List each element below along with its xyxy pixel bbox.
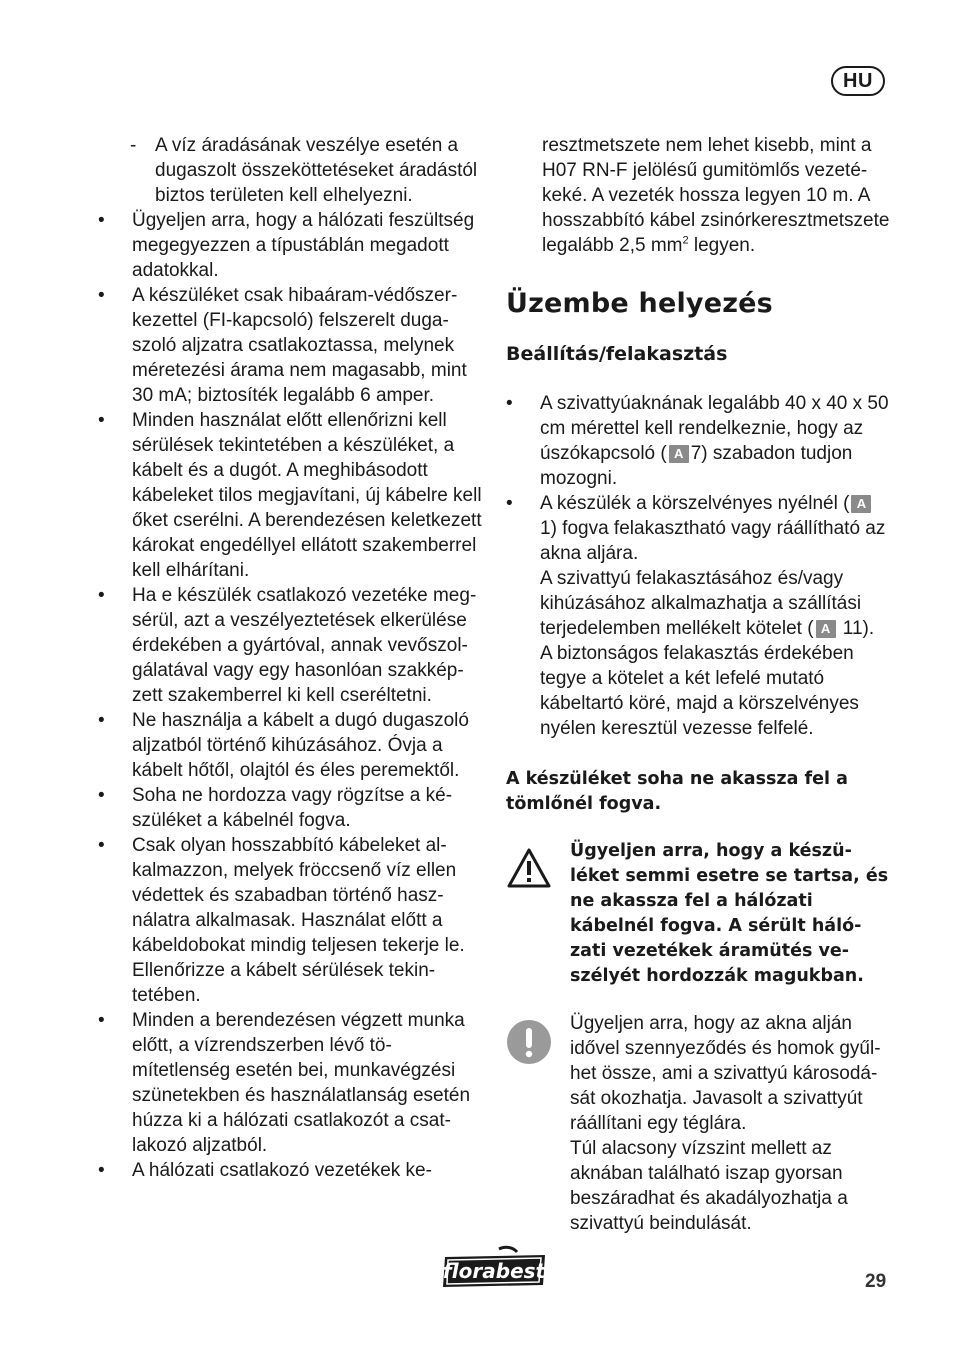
left-column [98, 133, 482, 1183]
florabest-logo [439, 1245, 551, 1294]
logo-text: florabest [442, 1259, 546, 1283]
bullet2-p2-text-a: A szivattyú felakasztásához és/vagy kihúzásához alkalmazhatja a szállítási terjedelemben mellékelt kötelet ( [540, 568, 862, 639]
bullet-marker: • [506, 493, 513, 514]
bullet1-text-b: 7) szabadon tudjon mozogni. [540, 443, 853, 489]
dash-item-text: A víz áradásának veszélye esetén a dugaszolt összeköttetéseket áradástól biztos területen kell elhelyezni. [155, 135, 478, 206]
bullet-item [98, 783, 482, 833]
bullet-marker: • [98, 285, 105, 306]
language-badge: HU [831, 66, 885, 96]
bullet-item [506, 391, 890, 491]
bullet-text: A hálózati csatlakozó vezetékek ke- [132, 1160, 432, 1181]
bullet-text: Csak olyan hosszabbító kábeleket alkalmazzon, melyek fröccsenő víz ellen védettek és szabadban történő használatra alkalmasak. Használat előtt a kábeldobokat mindig teljesen tekerje le. Ellenőrizze a kábelt sérülések tekintetében. [132, 835, 465, 1006]
bullet-marker: • [98, 835, 105, 856]
info-paragraph: Ügyeljen arra, hogy az akna alján idővel szennyeződés és homok gyűlhet össze, ami a szivattyú károsodását okozhatja. Javasolt a szivattyút ráállítani egy téglára. [570, 1013, 881, 1134]
bullet-item [98, 408, 482, 583]
bullet-text: Minden a berendezésen végzett munka előtt, a vízrendszerben lévő tömítetlenség esetén bei, munkavégzési szünetekben és használatlanság esetén húzza ki a hálózati csatlakozót a csatlakozó aljzatból. [132, 1010, 471, 1156]
bullet-item [98, 1008, 482, 1158]
figure-a-badge: A [851, 495, 871, 513]
bullet-text: Minden használat előtt ellenőrizni kell sérülések tekintetében a készüléket, a kábelt és a dugót. A meghibásodott kábeleket tilos megjavítani, új kábelre kell őket cserélni. A berendezésen keletkezett károkat engedéllyel ellátott szakemberrel kell elhárítani. [132, 410, 482, 581]
right-column [506, 133, 890, 1258]
bullet2-text-b: 1) fogva felakasztható vagy ráállítható az akna aljára. [540, 518, 886, 564]
bullet-marker: • [98, 210, 105, 231]
bullet-text: A készüléket csak hibaáram-védőszerkezettel (FI-kapcsoló) felszerelt dugaszoló aljzatra csatlakoztassa, melynek méretezési árama nem magasabb, mint 30 mA; biztosíték legalább 6 amper. [132, 285, 467, 406]
bullet-marker: • [506, 393, 513, 414]
bullet-item [98, 833, 482, 1008]
superscript-2: 2 [682, 234, 689, 247]
section-title: Üzembe helyezés [506, 288, 773, 319]
continued-paragraph [506, 133, 890, 258]
info-paragraph: Túl alacsony vízszint mellett az aknában található iszap gyorsan beszáradhat és akadályozhatja a szivattyú beindulását. [570, 1138, 848, 1234]
bullet-item [98, 583, 482, 708]
bullet-marker: • [98, 710, 105, 731]
bullet-marker: • [98, 785, 105, 806]
bullet-item [98, 1158, 482, 1183]
bullet-text [540, 491, 890, 566]
bullet-marker: • [98, 410, 105, 431]
warning-text: Ügyeljen arra, hogy a készüléket semmi esetre se tartsa, és ne akassza fel a hálózati kábelnél fogva. A sérült hálózati vezetékek áramütés veszélyét hordozzák magukban. [570, 841, 889, 986]
bullet-text [540, 391, 890, 491]
bullet-marker: • [98, 585, 105, 606]
bullet-text: Ha e készülék csatlakozó vezetéke megsérül, azt a veszélyeztetések elkerülése érdekében a gyártóval, annak vevőszolgálatával vagy egy hasonlóan szakképzett szakemberrel ki kell cseréltetni. [132, 585, 477, 706]
figure-a-badge: A [816, 620, 836, 638]
continued-text-end: legyen. [688, 235, 756, 256]
bullet-item [506, 491, 890, 741]
bullet-item [98, 208, 482, 283]
dash-list-item [98, 133, 482, 208]
bullet2-p2-text-b: 11). [837, 618, 875, 639]
bullet-text: Soha ne hordozza vagy rögzítse a készüléket a kábelnél fogva. [132, 785, 453, 831]
bullet-text: Ügyeljen arra, hogy a hálózati feszültség megegyezzen a típustáblán megadott adatokkal. [132, 210, 475, 281]
figure-a-badge: A [669, 445, 689, 463]
page-number: 29 [865, 1271, 887, 1292]
warning-triangle-icon [506, 847, 552, 896]
continued-text: resztmetszete nem lehet kisebb, mint a H07 RN-F jelölésű gumitömlős vezetékeké. A vezeték hossza legyen 10 m. A hosszabbító kábel zsinórkeresztmetszete legalább 2,5 mm [542, 135, 890, 256]
bullet-text: A biztonságos felakasztás érdekében tegye a kötelet a két lefelé mutató kábeltartó köré, majd a körszelvényes nyélen keresztül vezesse felfelé. [540, 643, 859, 739]
bullet1-text-a: A szivattyúaknának legalább 40 x 40 x 50 cm mérettel kell rendelkeznie, hogy az úszókapcsoló ( [540, 393, 889, 464]
bullet-item [98, 283, 482, 408]
warning-block [506, 839, 890, 989]
subsection-title: Beállítás/felakasztás [506, 343, 728, 365]
bullet-marker: • [98, 1160, 105, 1181]
bullet-item [98, 708, 482, 783]
dash-marker: - [130, 135, 137, 156]
exclamation-circle-icon [506, 1019, 552, 1072]
bold-note: A készüléket soha ne akassza fel a tömlőnél fogva. [506, 769, 848, 814]
bullet2-text-a: A készülék a körszelvényes nyélnél ( [540, 493, 850, 514]
bullet-text [540, 566, 890, 641]
bullet-marker: • [98, 1010, 105, 1031]
info-block [506, 1011, 890, 1236]
bullet-text: Ne használja a kábelt a dugó dugaszoló aljzatból történő kihúzásához. Óvja a kábelt hőtől, olajtól és éles peremektől. [132, 710, 469, 781]
